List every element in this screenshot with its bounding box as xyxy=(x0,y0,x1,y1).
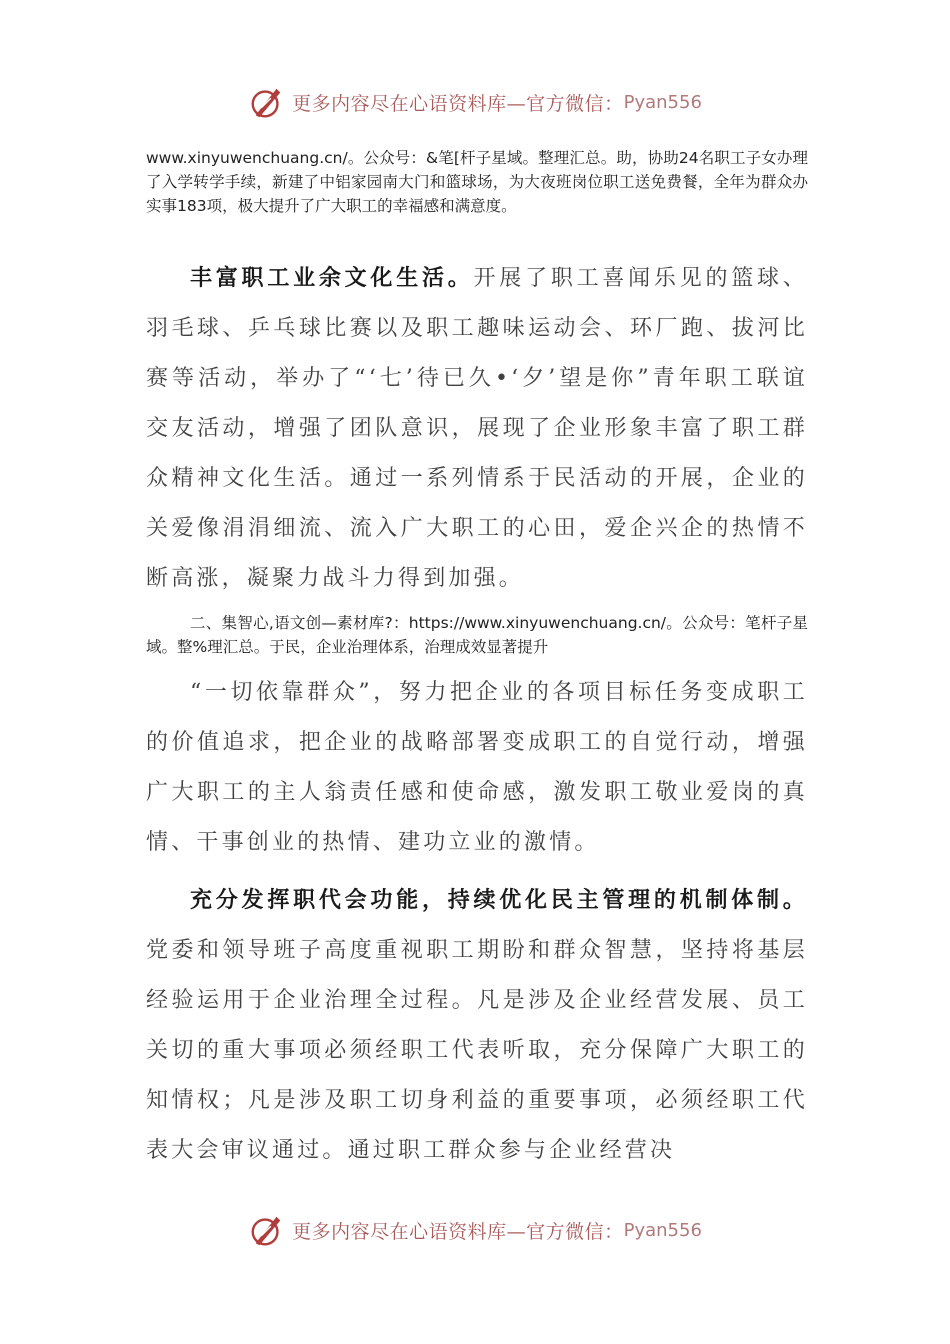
paragraph-culture-lead: 丰富职工业余文化生活。 xyxy=(190,265,474,291)
small-paragraph-2-text: 二、集智心,语文创—素材库?：https://www.xinyuwenchuang.cn/。公众号：笔杆子星域。整%理汇总。于民，企业治理体系，治理成效显著提升 xyxy=(146,614,808,656)
header-banner xyxy=(0,82,950,122)
small-paragraph-1 xyxy=(146,146,808,218)
small-paragraph-2 xyxy=(146,611,808,659)
banner-handle: Pyan556 xyxy=(623,1219,702,1241)
banner-text: 更多内容尽在心语资料库—官方微信： xyxy=(292,1220,624,1243)
banner-text: 更多内容尽在心语资料库—官方微信： xyxy=(292,92,624,115)
paragraph-rely-on-masses xyxy=(146,668,808,868)
footer-banner xyxy=(0,1210,950,1250)
banner-handle: Pyan556 xyxy=(623,91,702,113)
paragraph-culture-body: 开展了职工喜闻乐见的篮球、羽毛球、乒乓球比赛以及职工趣味运动会、环厂跑、拔河比赛等活动，举办了“‘七’待已久•‘夕’望是你”青年职工联谊交友活动，增强了团队意识，展现了企业形象丰富了职工群众精神文化生活。通过一系列情系于民活动的开展，企业的关爱像涓涓细流、流入广大职工的心田，爱企兴企的热情不断高涨，凝聚力战斗力得到加强。 xyxy=(146,266,808,591)
paragraph-rely-body: “一切依靠群众”，努力把企业的各项目标任务变成职工的价值追求，把企业的战略部署变成职工的自觉行动，增强广大职工的主人翁责任感和使命感，激发职工敬业爱岗的真情、干事创业的热情、建功立业的激情。 xyxy=(146,680,808,855)
quill-logo-icon xyxy=(248,83,286,121)
paragraph-congress-body: 党委和领导班子高度重视职工期盼和群众智慧，坚持将基层经验运用于企业治理全过程。凡是涉及企业经营发展、员工关切的重大事项必须经职工代表听取，充分保障广大职工的知情权；凡是涉及职工切身利益的重要事项，必须经职工代表大会审议通过。通过职工群众参与企业经营决 xyxy=(146,938,808,1163)
small-paragraph-1-text: www.xinyuwenchuang.cn/。公众号：&笔[杆子星域。整理汇总。助，协助24名职工子女办理了入学转学手续，新建了中铝家园南大门和篮球场，为大夜班岗位职工送免费餐，全年为群众办实事183项，极大提升了广大职工的幸福感和满意度。 xyxy=(146,149,808,215)
paragraph-congress xyxy=(146,875,808,1176)
paragraph-congress-lead: 充分发挥职代会功能，持续优化民主管理的机制体制。 xyxy=(190,887,808,913)
quill-logo-icon xyxy=(248,1211,286,1249)
paragraph-culture xyxy=(146,253,808,604)
